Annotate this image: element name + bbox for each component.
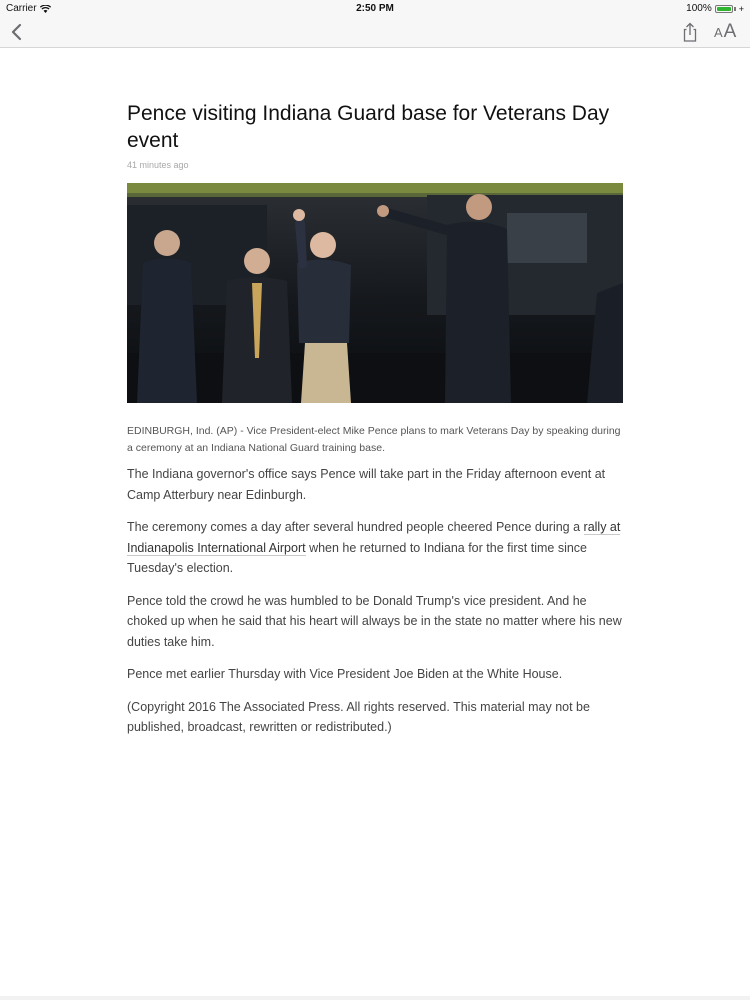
- paragraph-1: The Indiana governor's office says Pence will take part in the Friday afternoon event at Camp Atterbury near Edinburgh.: [127, 467, 606, 502]
- paragraph-3: Pence told the crowd he was humbled to be Donald Trump's vice president. And he choked up when he said that his heart will always be in the state no matter where his new duties take him.: [127, 593, 622, 649]
- article: [127, 100, 623, 738]
- article-headline: Pence visiting Indiana Guard base for Veterans Day event: [127, 102, 610, 152]
- battery-level: [717, 7, 731, 11]
- battery-percent: 100%: [686, 3, 712, 14]
- article-photo[interactable]: [127, 183, 623, 403]
- clock: 2:50 PM: [356, 3, 394, 14]
- status-bar: [0, 0, 750, 18]
- font-size-button[interactable]: [714, 21, 736, 43]
- navigation-bar: [0, 18, 750, 48]
- paragraph-2: [127, 517, 623, 579]
- article-timestamp: 41 minutes ago: [127, 160, 189, 170]
- chevron-left-icon: [8, 21, 28, 43]
- font-size-large-icon: A: [723, 21, 737, 42]
- paragraph-4: Pence met earlier Thursday with Vice President Joe Biden at the White House.: [127, 667, 563, 681]
- photo-caption: EDINBURGH, Ind. (AP) - Vice President-elect Mike Pence plans to mark Veterans Day by speaking during a ceremony at an Indiana National Guard training base.: [127, 425, 621, 454]
- charging-icon: +: [738, 3, 744, 14]
- battery-tip: [734, 7, 736, 11]
- rally-link[interactable]: rally at Indianapolis International Airport: [127, 520, 621, 555]
- back-button[interactable]: [8, 21, 28, 43]
- copyright-notice: (Copyright 2016 The Associated Press. All rights reserved. This material may not be published, broadcast, rewritten or redistributed.): [127, 699, 590, 734]
- bottom-edge: [0, 996, 750, 1000]
- share-button[interactable]: [680, 21, 700, 43]
- carrier-label: Carrier: [6, 3, 37, 14]
- battery-icon: [715, 5, 733, 13]
- battery-status: [686, 3, 744, 14]
- share-icon: [680, 21, 700, 43]
- font-size-small-icon: A: [714, 25, 723, 40]
- paragraph-2-text-after: when he returned to Indiana for the first time since Tuesday's election.: [127, 540, 587, 575]
- paragraph-2-text-before: The ceremony comes a day after several hundred people cheered Pence during a: [127, 520, 584, 534]
